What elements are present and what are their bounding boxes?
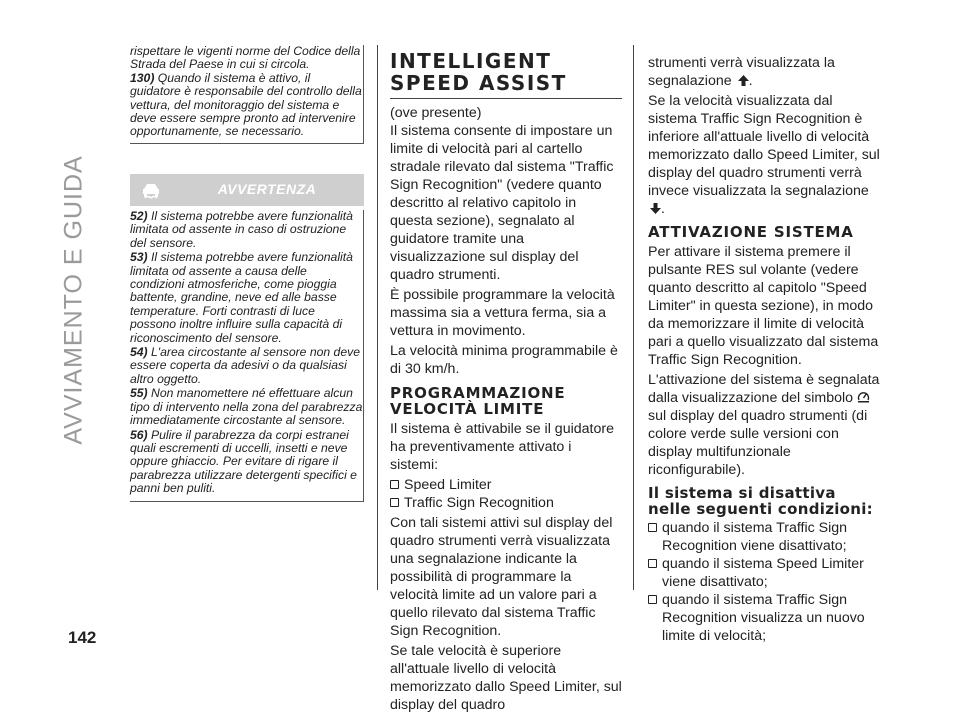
paragraph (648, 92, 880, 218)
warning-item (130, 429, 363, 496)
list-item (390, 476, 622, 494)
paragraph: Per attivare il sistema premere il pulsante RES sul volante (vedere quanto descritto al capitolo "Speed Limiter" in questa sezione), in modo da memorizzare il limite di velocità pari a quello visualizzato dal sistema Traffic Sign Recognition. (648, 244, 879, 368)
body-text (390, 420, 622, 714)
paragraph-text: strumenti verrà visualizzata la segnalazione (648, 55, 835, 89)
list-item-text: Speed Limiter (404, 477, 492, 493)
heading-rule (390, 98, 622, 99)
column-divider (377, 45, 378, 590)
warning-text: L'area circostante al sensore non deve essere coperta da adesivi o da qualsiasi altro oggetto. (130, 345, 360, 386)
warning-number: 53) (130, 250, 148, 265)
warning-item (130, 387, 363, 427)
body-text (648, 54, 880, 218)
paragraph-text: Se la velocità visualizzata dal sistema Traffic Sign Recognition è inferiore all'attuale livello di velocità memorizzato dallo Speed Limiter, sul display del quadro strumenti verrà invece visualizzata la segnalazione (648, 93, 880, 199)
arrow-down-icon (650, 203, 661, 214)
paragraph: La velocità minima programmabile è di 30 km/h. (390, 343, 618, 377)
warning-item (130, 251, 363, 345)
paragraph: Il sistema è attivabile se il guidatore ha preventivamente attivato i sistemi: (390, 421, 614, 473)
list-item-text: quando il sistema Traffic Sign Recognition visualizza un nuovo limite di velocità; (662, 592, 865, 644)
paragraph-text: L'attivazione del sistema è segnalata dalla visualizzazione del simbolo (648, 372, 880, 406)
note-intro: rispettare le vigenti norme del Codice della Strada del Paese in cui si circola. (130, 44, 361, 72)
list-item (390, 494, 622, 512)
warning-text: Il sistema potrebbe avere funzionalità limitata od assente a causa delle condizioni atmosferiche, come pioggia battente, grandine, neve ed alle basse temperature. Forti contrasti di luce possono inoltre influire sulla capacità di riconoscimento del sensore. (130, 250, 353, 345)
warning-text: Non manomettere né effettuare alcun tipo di intervento nella zona del parabrezza immediatamente circostante al sensore. (130, 386, 363, 428)
warning-item (130, 210, 363, 250)
list-item-text: Traffic Sign Recognition (404, 495, 554, 511)
warning-number: 54) (130, 345, 148, 360)
warning-header (130, 174, 364, 206)
list-item (648, 519, 880, 555)
subsection-heading: Il sistema si disattiva nelle seguenti condizioni: (648, 484, 873, 518)
paragraph-text: sul display del quadro strumenti (di colore verde sulle versioni con display multifunzionale riconfigurabile). (648, 408, 868, 478)
column-2 (390, 50, 622, 716)
paragraph-end: . (661, 201, 665, 217)
list-item-text: quando il sistema Speed Limiter viene disattivato; (662, 556, 864, 590)
checkbox-bullet-icon (648, 595, 657, 604)
list-item (648, 555, 880, 591)
warning-number: 55) (130, 386, 148, 401)
list-item-text: quando il sistema Traffic Sign Recognition viene disattivato; (662, 520, 848, 554)
section-heading: ATTIVAZIONE SISTEMA (648, 223, 854, 241)
note-130 (130, 72, 363, 139)
subsection-heading: PROGRAMMAZIONE VELOCITÀ LIMITE (390, 384, 566, 418)
warning-text: Pulire il parabrezza da corpi estranei quali escrementi di uccelli, insetti e neve oppure ghiaccio. Per evitare di rigare il parabrezza utilizzare detergenti specifici e panni ben puliti. (130, 427, 357, 496)
arrow-up-icon (738, 75, 749, 86)
warning-text: Il sistema potrebbe avere funzionalità limitata od assente in caso di ostruzione del sensore. (130, 209, 353, 250)
section-title: AVVIAMENTO E GUIDA (59, 155, 88, 445)
column-3 (648, 54, 880, 645)
speed-limiter-symbol-icon (857, 390, 870, 403)
paragraph: Il sistema consente di impostare un limite di velocità pari al cartello stradale rilevato dal sistema "Traffic Sign Recognition" (vedere quanto descritto al relativo capitolo in questa sezione), segnalato al guidatore tramite una visualizzazione sul display del quadro strumenti. (390, 123, 614, 283)
warning-box (130, 210, 364, 502)
body-text (648, 243, 880, 479)
checkbox-bullet-icon (648, 559, 657, 568)
body-text (648, 519, 880, 645)
paragraph: (ove presente) (390, 105, 482, 121)
warning-item (130, 346, 363, 386)
checkbox-bullet-icon (390, 498, 399, 507)
section-heading: INTELLIGENT SPEED ASSIST (390, 49, 567, 95)
warning-number: 56) (130, 427, 148, 442)
warning-title: AVVERTENZA (217, 181, 317, 197)
checkbox-bullet-icon (390, 480, 399, 489)
checkbox-bullet-icon (648, 523, 657, 532)
paragraph-end: . (748, 73, 753, 89)
column-divider (633, 45, 634, 590)
paragraph: Se tale velocità è superiore all'attuale livello di velocità memorizzato dallo Speed Limiter, sul display del quadro (390, 643, 622, 713)
warning-number: 52) (130, 209, 148, 223)
paragraph: È possibile programmare la velocità massima sia a vettura ferma, sia a vettura in movimento. (390, 287, 615, 339)
note-text: Quando il sistema è attivo, il guidatore è responsabile del controllo della vettura, del monitoraggio del sistema e deve essere sempre pronto ad intervenire opportunamente, se necessario. (130, 70, 362, 139)
note-number: 130) (130, 70, 155, 85)
paragraph: Con tali sistemi attivi sul display del quadro strumenti verrà visualizzata una segnalazione indicante la possibilità di programmare la velocità limite ad un valore pari a quello rilevato dal sistema Traffic Sign Recognition. (390, 515, 613, 639)
page-number: 142 (68, 628, 97, 647)
body-text (390, 104, 622, 378)
paragraph (648, 54, 880, 90)
list-item (648, 591, 880, 645)
paragraph (648, 371, 880, 479)
note-box (130, 45, 364, 144)
